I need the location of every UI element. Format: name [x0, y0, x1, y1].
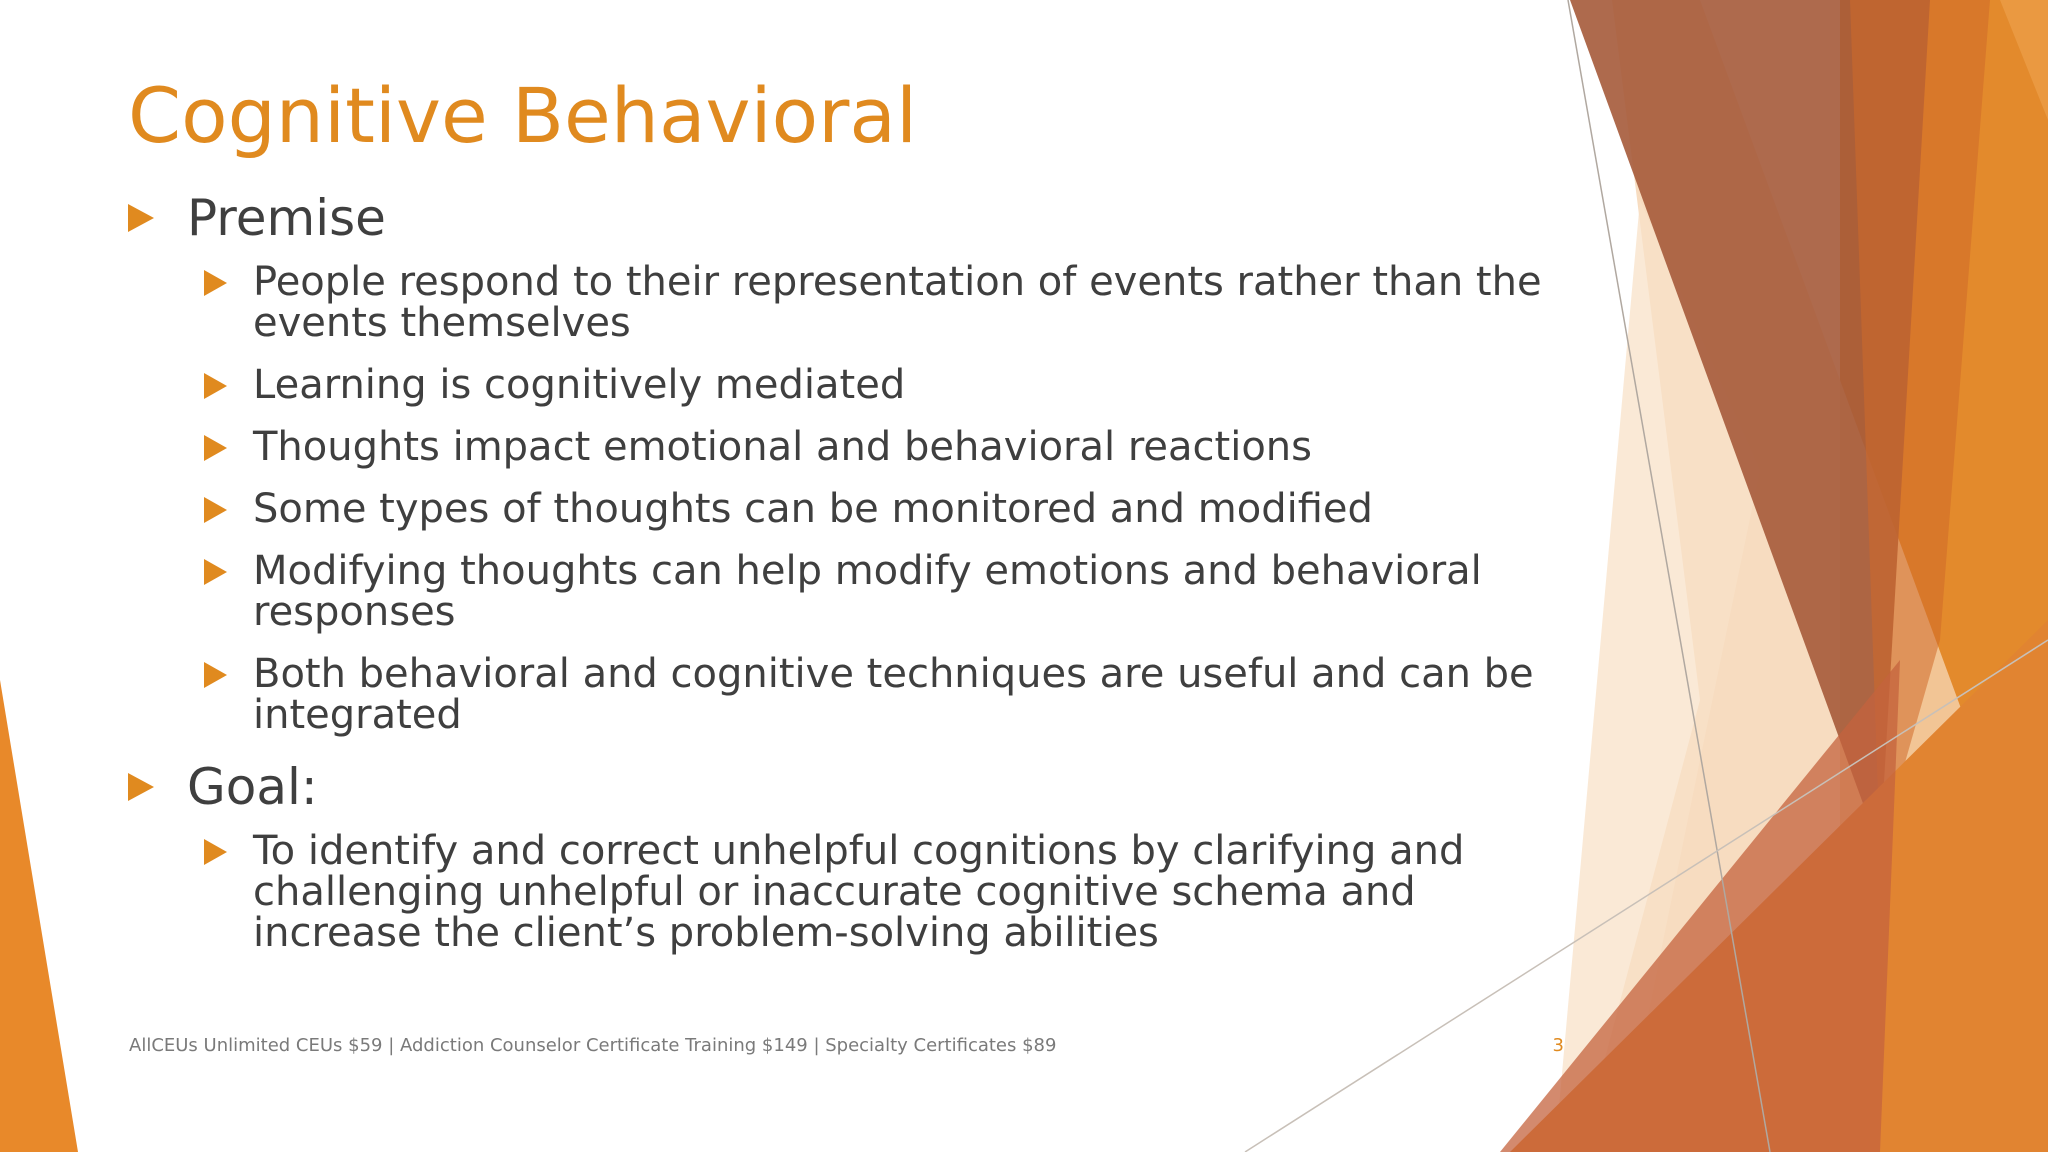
- left-orange-sliver: [0, 680, 78, 1152]
- premise-item-text: Modifying thoughts can help modify emotions and behavioral responses: [253, 548, 1482, 635]
- goal-item-1: [204, 828, 1548, 956]
- premise-item-text: Both behavioral and cognitive techniques are useful and can be integrated: [253, 651, 1534, 738]
- bullet-arrow-icon: [204, 435, 227, 461]
- bullet-arrow-icon: [204, 839, 227, 865]
- bullet-arrow-icon: [204, 497, 227, 523]
- slide-footer: AllCEUs Unlimited CEUs $59 | Addiction Counselor Certificate Training $149 | Specialty Certificates $89: [129, 1035, 1057, 1056]
- premise-item-5: [204, 548, 1548, 635]
- bullet-arrow-icon: [128, 204, 154, 232]
- bullet-arrow-icon: [204, 373, 227, 399]
- premise-item-text: People respond to their representation of events rather than the events themselves: [253, 259, 1542, 346]
- premise-item-text: Some types of thoughts can be monitored and modified: [253, 486, 1373, 532]
- goal-item-text: To identify and correct unhelpful cognitions by clarifying and challenging unhelpful or inaccurate cognitive schema and increase the client’s problem-solving abilities: [253, 828, 1465, 956]
- premise-heading: [128, 188, 1548, 248]
- premise-heading-text: Premise: [187, 189, 386, 247]
- goal-heading: [128, 757, 1548, 817]
- goal-heading-text: Goal:: [187, 758, 318, 816]
- premise-item-1: [204, 259, 1548, 346]
- premise-item-text: Learning is cognitively mediated: [253, 362, 906, 408]
- premise-item-2: [204, 362, 1548, 408]
- bullet-list: [128, 184, 1548, 975]
- premise-item-3: [204, 424, 1548, 470]
- bullet-arrow-icon: [204, 559, 227, 585]
- premise-item-text: Thoughts impact emotional and behavioral reactions: [253, 424, 1312, 470]
- bullet-arrow-icon: [204, 662, 227, 688]
- premise-item-6: [204, 651, 1548, 738]
- slide-title: Cognitive Behavioral: [128, 71, 918, 160]
- bullet-arrow-icon: [128, 773, 154, 801]
- bullet-arrow-icon: [204, 270, 227, 296]
- page-number: 3: [1552, 1035, 1564, 1056]
- premise-item-4: [204, 486, 1548, 532]
